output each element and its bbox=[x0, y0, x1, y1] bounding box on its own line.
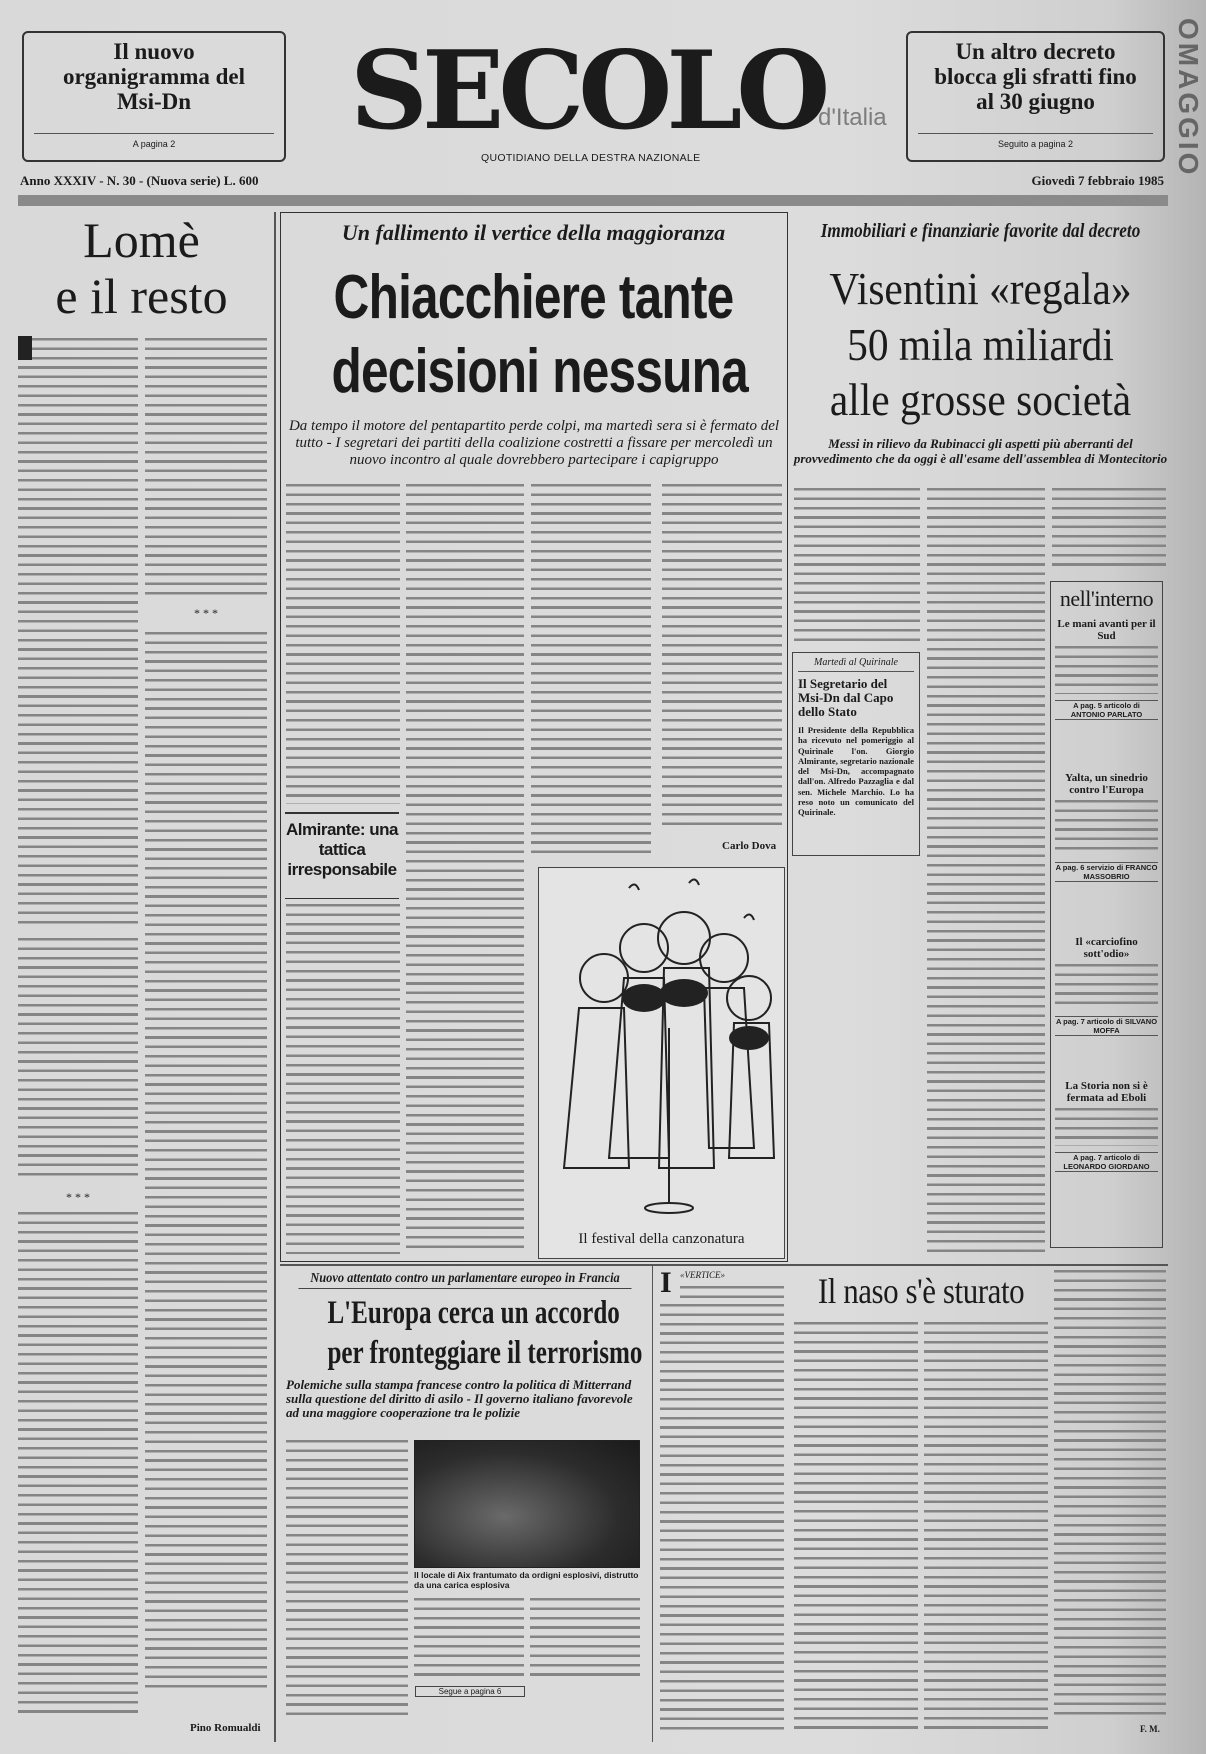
ear-left-box[interactable] bbox=[22, 31, 286, 162]
inside-item-ref: A pag. 7 articolo di LEONARDO GIORDANO bbox=[1055, 1152, 1158, 1172]
inside-item-headline: Yalta, un sinedrio contro l'Europa bbox=[1065, 772, 1148, 796]
vertice-lead-in: «VERTICE» bbox=[680, 1270, 725, 1280]
inside-item-headline: Le mani avanti per il Sud bbox=[1057, 618, 1156, 642]
second-lead-body-col-3 bbox=[1052, 488, 1166, 572]
europe-body-col-3 bbox=[530, 1598, 640, 1678]
lead-body-col-4 bbox=[662, 484, 782, 832]
inside-item-ref: A pag. 5 articolo di ANTONIO PARLATO bbox=[1055, 700, 1158, 720]
cartoon-illustration bbox=[538, 867, 785, 1259]
inside-box bbox=[1050, 581, 1163, 1248]
lead-headline-2: decisioni nessuna bbox=[331, 337, 748, 406]
europe-deck: Polemiche sulla stampa francese contro la politica di Mitterrand sulla questione del diritto di asilo - Il governo italiano favorevole ad una maggiore cooperazione tra le polizie bbox=[286, 1377, 633, 1420]
europe-ref[interactable]: Segue a pagina 6 bbox=[415, 1686, 525, 1697]
editorial-body-col-1c bbox=[18, 1212, 138, 1717]
second-lead-body-col-2 bbox=[927, 488, 1045, 1256]
quirinale-headline: Il Segretario del Msi-Dn dal Capo dello Stato bbox=[798, 676, 894, 719]
issue-date: Giovedì 7 febbraio 1985 bbox=[1031, 173, 1164, 188]
ear-left-ref: A pagina 2 bbox=[132, 139, 176, 149]
inside-item-body bbox=[1055, 646, 1158, 694]
masthead-subtitle: QUOTIDIANO DELLA DESTRA NAZIONALE bbox=[481, 152, 701, 164]
lead-body-col-2 bbox=[406, 484, 524, 1254]
editorial-headline-1: Lomè bbox=[83, 212, 200, 268]
almirante-headline: Almirante: una tattica irresponsabile bbox=[285, 820, 399, 879]
europe-kicker: Nuovo attentato contro un parlamentare europeo in Francia bbox=[298, 1270, 631, 1289]
second-lead-deck: Messi in rilievo da Rubinacci gli aspetti più aberranti del provvedimento che da oggi è all'esame dell'assemblea di Montecitorio bbox=[793, 436, 1168, 466]
almirante-box[interactable] bbox=[285, 812, 399, 899]
column-divider bbox=[274, 212, 276, 1742]
europe-photo bbox=[414, 1440, 640, 1568]
column-divider bbox=[652, 1266, 653, 1742]
ear-right-box[interactable] bbox=[906, 31, 1165, 162]
quirinale-box[interactable] bbox=[792, 652, 920, 856]
inside-item-body bbox=[1055, 800, 1158, 856]
second-lead-body-col-1 bbox=[794, 488, 920, 644]
almirante-body bbox=[286, 904, 400, 1254]
editorial-body-col-2b bbox=[145, 632, 267, 1692]
vertice-dropcap: I bbox=[660, 1266, 672, 1299]
europe-body-col-1 bbox=[286, 1440, 408, 1720]
europe-body-col-2 bbox=[414, 1598, 524, 1678]
divider bbox=[918, 133, 1153, 134]
naso-headline: Il naso s'è sturato bbox=[817, 1271, 1025, 1311]
masthead-rule bbox=[18, 195, 1168, 206]
issue-info: Anno XXXIV - N. 30 - (Nuova serie) L. 600 bbox=[20, 173, 259, 188]
quirinale-body: Il Presidente della Repubblica ha ricevuto nel pomeriggio al Quirinale l'on. Giorgio Almirante, segretario nazionale del Msi-Dn, accompagnato dall'on. Alfredo Pazzaglia e dal sen. Michele Marchio. Lo ha reso noto un comunicato del Quirinale. bbox=[798, 725, 914, 818]
editorial-body-col-1 bbox=[18, 338, 138, 930]
naso-body-col-1 bbox=[794, 1322, 918, 1732]
editorial-headline-2: e il resto bbox=[55, 268, 228, 324]
inside-item[interactable] bbox=[1055, 936, 1158, 1076]
inside-item-ref: A pag. 6 servizio di FRANCO MASSOBRIO bbox=[1055, 863, 1158, 881]
second-lead-headline-1: Visentini «regala» bbox=[829, 263, 1132, 314]
lead-headline-1: Chiacchiere tante bbox=[333, 263, 734, 332]
lead-deck: Da tempo il motore del pentapartito perde colpi, ma martedì sera si è fermato del tutto - I segretari dei partiti della coalizione costretti a fissare per mercoledì un nuovo incontro al quale dovrebbero partecipare i capigruppo bbox=[288, 418, 780, 468]
inside-item-ref: A pag. 7 articolo di SILVANO MOFFA bbox=[1055, 1017, 1158, 1035]
cartoon-drawing bbox=[539, 868, 784, 1228]
vertice-body bbox=[680, 1286, 784, 1300]
omaggio-stamp: OMAGGIO bbox=[1173, 18, 1204, 178]
inside-title: nell'interno bbox=[1059, 586, 1154, 611]
ear-right-ref: Seguito a pagina 2 bbox=[997, 139, 1074, 149]
europe-photo-caption: Il locale di Aix frantumato da ordigni esplosivi, distrutto da una carica esplosiva bbox=[414, 1570, 639, 1590]
lead-author: Carlo Dova bbox=[722, 840, 777, 852]
naso-signature: F. M. bbox=[1140, 1724, 1160, 1734]
ear-right-headline: Un altro decreto blocca gli sfratti fino al 30 giugno bbox=[934, 39, 1137, 114]
lead-body-col-3 bbox=[531, 484, 651, 860]
lead-kicker: Un fallimento il vertice della maggioranza bbox=[341, 220, 726, 245]
bottom-section-rule bbox=[280, 1264, 1168, 1266]
ear-left-headline: Il nuovo organigramma del Msi-Dn bbox=[62, 39, 246, 114]
editorial-separator: * * * bbox=[194, 606, 218, 620]
inside-item-headline: Il «carciofino sott'odio» bbox=[1075, 936, 1138, 960]
inside-item-body bbox=[1055, 964, 1158, 1010]
editorial-author: Pino Romualdi bbox=[190, 1722, 261, 1734]
masthead-suffix: d'Italia bbox=[818, 104, 887, 131]
divider bbox=[34, 133, 274, 134]
naso-body-col-2 bbox=[924, 1322, 1048, 1732]
europe-headline-1: L'Europa cerca un accordo bbox=[327, 1295, 620, 1331]
europe-headline-2: per fronteggiare il terrorismo bbox=[327, 1335, 643, 1371]
inside-item-headline: La Storia non si è fermata ad Eboli bbox=[1065, 1080, 1148, 1104]
inside-item-body bbox=[1055, 1108, 1158, 1146]
vertice-body bbox=[660, 1304, 784, 1732]
editorial-separator-2: * * * bbox=[66, 1190, 90, 1204]
editorial-dropcap bbox=[18, 336, 32, 360]
editorial-body-col-1b bbox=[18, 938, 138, 1182]
second-lead-headline-3: alle grosse società bbox=[829, 374, 1132, 425]
lead-body-col-1 bbox=[286, 484, 400, 804]
editorial-body-col-2 bbox=[145, 338, 267, 600]
cartoon-caption: Il festival della canzonatura bbox=[578, 1231, 745, 1247]
inside-item[interactable] bbox=[1055, 618, 1158, 768]
inside-item[interactable] bbox=[1055, 772, 1158, 932]
quirinale-kicker: Martedì al Quirinale bbox=[798, 657, 914, 672]
masthead-title: SECOLO bbox=[350, 28, 825, 154]
naso-body-col-3 bbox=[1054, 1270, 1166, 1716]
inside-item[interactable] bbox=[1055, 1080, 1158, 1172]
second-lead-kicker: Immobiliari e finanziarie favorite dal decreto bbox=[820, 220, 1141, 242]
second-lead-headline-2: 50 mila miliardi bbox=[847, 319, 1114, 370]
